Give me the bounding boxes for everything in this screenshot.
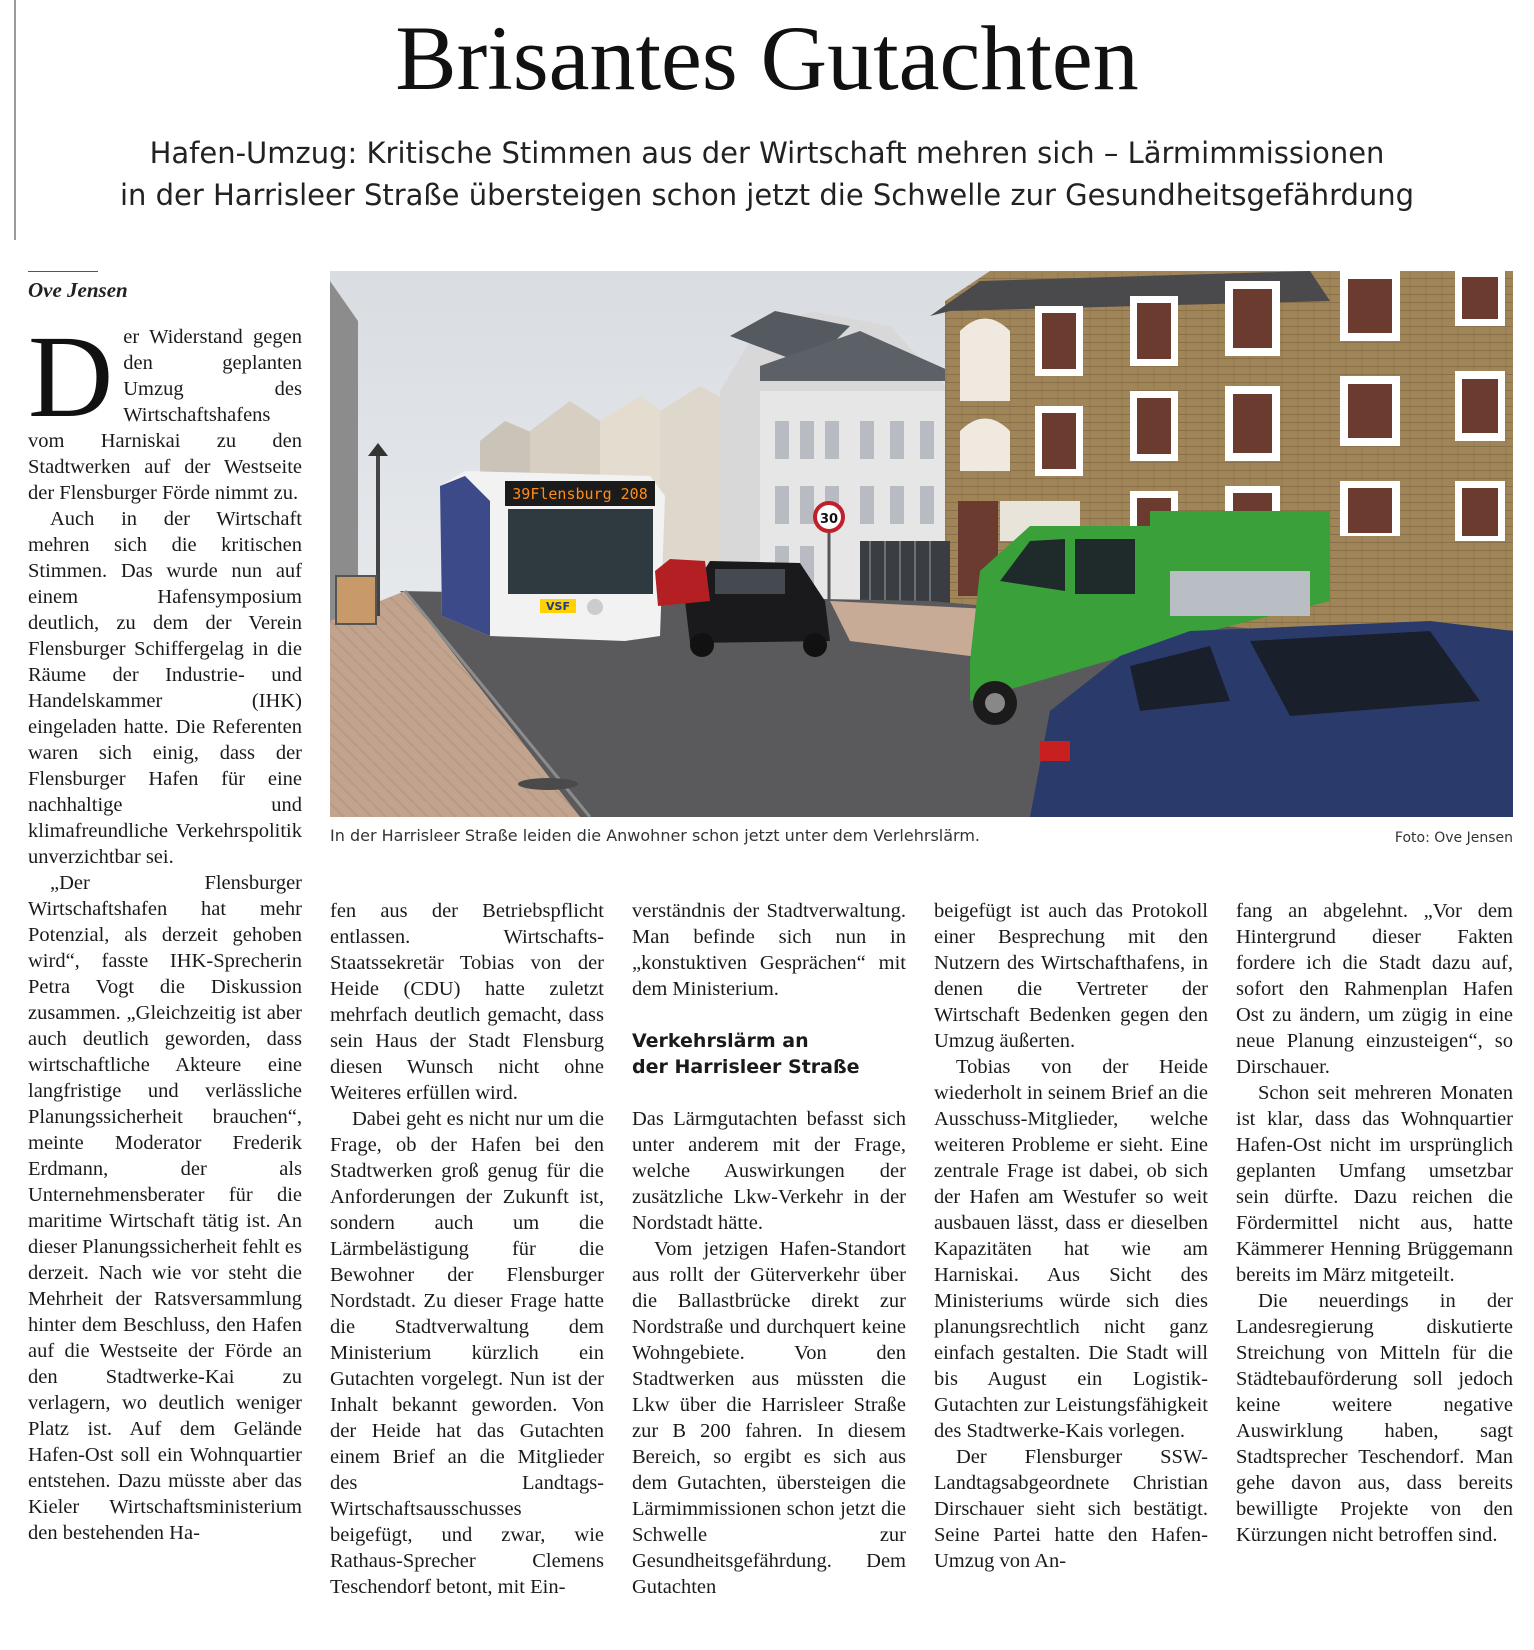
paragraph: Vom jetzigen Hafen-Standort aus rollt der Güterverkehr über die Ballastbrücke direkt zur Nordstraße und durchquert keine Wohngebiete. Von den Stadtwerken aus müssten die Lkw über die Harrisleer Straße zur B 200 fahren. In diesem Bereich, so ergibt es sich aus dem Gutachten, übersteigen die Lärmimmissionen schon jetzt die Schwelle zur Gesundheitsgefährdung. Dem Gutachten xyxy=(632,1238,906,1598)
paragraph: Tobias von der Heide wiederholt in seinem Brief an die Ausschuss-Mitglieder, welche weiteren Probleme er sieht. Eine zentrale Frage ist dabei, ob sich der Hafen am Westufer so weit ausbauen lässt, dass er dieselben Kapazitäten hat wie am Harniskai. Aus Sicht des Ministeriums würde sich dies planungsrechtlich nicht ganz einfach gestalten. Die Stadt will bis August ein Logistik-Gutachten zur Leistungsfähigkeit des Stadtwerke-Kais vorlegen. xyxy=(934,1056,1208,1442)
lead-paragraph xyxy=(28,311,302,506)
bus-logo: VSF xyxy=(546,600,570,613)
article-column-3 xyxy=(632,898,906,1600)
speed-limit-sign: 30 xyxy=(819,512,839,527)
byline: Ove Jensen xyxy=(28,278,128,302)
photo-credit: Foto: Ove Jensen xyxy=(1394,830,1513,846)
section-subhead-line-1: Verkehrslärm an xyxy=(632,1030,809,1052)
byline-rule xyxy=(28,271,98,272)
article-column-4 xyxy=(934,898,1208,1574)
section-subhead-line-2: der Harrisleer Straße xyxy=(632,1056,860,1078)
lead-paragraph-text: er Widerstand gegen den geplanten Umzug des Wirtschaftshafens vom Harniskai zu den Stadtwerken auf der Westseite der Flensburger Förde nimmt zu. xyxy=(28,326,302,504)
subheadline xyxy=(60,132,1474,216)
headline: Brisantes Gutachten xyxy=(395,7,1139,109)
paragraph: verständnis der Stadtverwaltung. Man befinde sich nun in „konstuktiven Gesprächen“ mit dem Ministerium. xyxy=(632,900,906,1000)
street-scene-image xyxy=(330,271,1513,817)
drop-cap: D xyxy=(28,311,114,442)
article-column-2 xyxy=(330,898,604,1600)
article-photo xyxy=(330,271,1513,817)
paragraph: beigefügt ist auch das Protokoll einer Besprechung mit den Nutzern des Wirtschafthafens, in denen die Vertreter der Wirtschaft Bedenken gegen den Umzug äußerten. xyxy=(934,900,1208,1052)
paragraph: fen aus der Betriebspflicht entlassen. Wirtschafts-Staatssekretär Tobias von der Heide (CDU) hatte zuletzt mehrfach deutlich gemacht, dass sein Haus der Stadt Flensburg diesen Wunsch nicht ohne Weiteres erfüllen wird. xyxy=(330,900,604,1104)
paragraph: Schon seit mehreren Monaten ist klar, dass das Wohnquartier Hafen-Ost nicht im ursprünglich geplanten Umfang umsetzbar sein dürfte. Dazu reichen die Fördermittel nicht aus, hatte Kämmerer Henning Brüggemann bereits im März mitgeteilt. xyxy=(1236,1082,1513,1286)
paragraph: Dabei geht es nicht nur um die Frage, ob der Hafen bei den Stadtwerken groß genug für die Anforderungen der Zukunft ist, sondern auch um die Lärmbelästigung für die Bewohner der Flensburger Nordstadt. Zu dieser Frage hatte die Stadtverwaltung dem Ministerium kürzlich ein Gutachten vorgelegt. Nun ist der Inhalt bekannt geworden. Von der Heide hat das Gutachten einem Brief an die Mitglieder des Landtags-Wirtschaftsausschusses beigefügt, und zwar, wie Rathaus-Sprecher Clemens Teschendorf betont, mit Ein- xyxy=(330,1108,604,1598)
article-column-1 xyxy=(28,311,302,1546)
bus-destination-sign: 39Flensburg 208 xyxy=(512,485,648,503)
photo-caption: In der Harrisleer Straße leiden die Anwohner schon jetzt unter dem Verlehrslärm. xyxy=(330,826,980,845)
subheadline-line-1: Hafen-Umzug: Kritische Stimmen aus der Wirtschaft mehren sich – Lärmimmissionen xyxy=(149,136,1385,170)
paragraph: Die neuerdings in der Landesregierung diskutierte Streichung von Mitteln für die Städtebauförderung soll jedoch keine weitere negative Auswirklung haben, sagt Stadtsprecher Teschendorf. Man gehe davon aus, dass bereits bewilligte Projekte von den Kürzungen nicht betroffen sind. xyxy=(1236,1290,1513,1546)
article-column-5 xyxy=(1236,898,1513,1548)
section-subhead xyxy=(632,1028,906,1080)
paragraph: Der Flensburger SSW-Landtagsabgeordnete Christian Dirschauer sieht sich bestätigt. Seine Partei hatte den Hafen-Umzug von An- xyxy=(934,1446,1208,1572)
subheadline-line-2: in der Harrisleer Straße übersteigen schon jetzt die Schwelle zur Gesundheitsgefährdung xyxy=(119,178,1415,212)
paragraph: Auch in der Wirtschaft mehren sich die kritischen Stimmen. Das wurde nun auf einem Hafensymposium deutlich, zu dem der Verein Flensburger Schiffergelag in die Räume der Industrie- und Handelskammer (IHK) eingeladen hatte. Die Referenten waren sich einig, dass der Flensburger Hafen für eine nachhaltige und klimafreundliche Verkehrspolitik unverzichtbar sei. xyxy=(28,508,302,868)
paragraph: „Der Flensburger Wirtschaftshafen hat mehr Potenzial, als derzeit gehoben wird“, fasste IHK-Sprecherin Petra Vogt die Diskussion zusammen. „Gleichzeitig ist aber auch deutlich geworden, dass wirtschaftliche Akteure eine langfristige und verlässliche Planungssicherheit brauchen“, meinte Moderator Frederik Erdmann, der als Unternehmensberater für die maritime Wirtschaft tätig ist. An dieser Planungssicherheit fehlt es derzeit. Nach wie vor steht die Mehrheit der Ratsversammlung hinter dem Beschluss, den Hafen auf die Westseite der Förde an den Stadtwerke-Kai zu verlagern, wo deutlich weniger Platz ist. Auf dem Gelände Hafen-Ost soll ein Wohnquartier entstehen. Dazu müsste aber das Kieler Wirtschaftsministerium den bestehenden Ha- xyxy=(28,872,302,1544)
paragraph: Das Lärmgutachten befasst sich unter anderem mit der Frage, welche Auswirkungen der zusätzliche Lkw-Verkehr in der Nordstadt hätte. xyxy=(632,1108,906,1234)
paragraph: fang an abgelehnt. „Vor dem Hintergrund dieser Fakten fordere ich die Stadt dazu auf, sofort den Rahmenplan Hafen Ost zu ändern, um zügig in eine neue Planung einzusteigen“, so Dirschauer. xyxy=(1236,900,1513,1078)
